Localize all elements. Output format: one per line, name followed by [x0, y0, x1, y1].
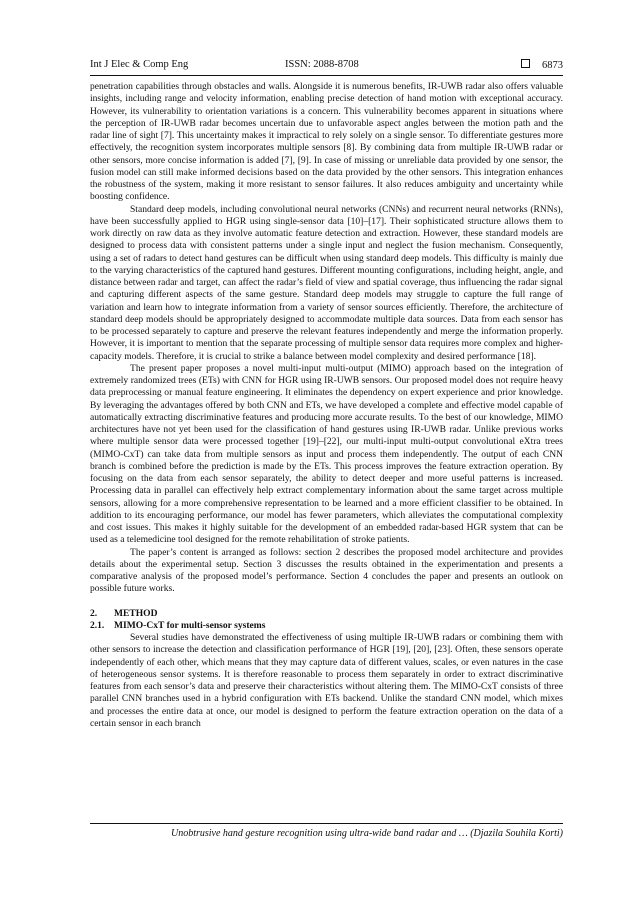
checkbox-square-icon	[521, 59, 530, 68]
paragraph-3: The present paper proposes a novel multi-input multi-output (MIMO) approach based on the integration of extremely randomized trees (ETs) with CNN for HGR using IR-UWB sensors. Our proposed model does not require heavy data preprocessing or manual feature engineering. It eliminates the dependency on expert experience and prior knowledge. By leveraging the advantages offered by both CNN and ETs, we have developed a complete and effective model capable of automatically extracting discriminative features and producing more accurate results. To the best of our knowledge, MIMO architectures have not yet been used for the classification of hand gestures using IR-UWB radar. Unlike previous works where multiple sensor data were processed together [19]–[22], our multi-input multi-output convolutional eXtra trees (MIMO-CxT) can take data from multiple sensors as input and process them independently. The output of each CNN branch is combined before the prediction is made by the ETs. This process improves the feature extraction operation. By focusing on the data from each sensor separately, the ability to detect deeper and more useful patterns is increased. Processing data in parallel can effectively help extract complementary information about the same target across multiple sensors, allowing for a more comprehensive representation to be learned and a more efficient classifier to be obtained. In addition to its encouraging performance, our model has fewer parameters, which alleviates the computational complexity and cost issues. This makes it highly suitable for the development of an embedded radar-based HGR system that can be used as a telemedicine tool designed for the remote rehabilitation of stroke patients.	[90, 362, 563, 546]
section-heading	[90, 608, 563, 620]
paragraph-2: Standard deep models, including convolutional neural networks (CNNs) and recurrent neural networks (RNNs), have been successfully applied to HGR using single-sensor data [10]–[17]. Their sophisticated structure allows them to work directly on raw data as they involve automatic feature detection and extraction. However, these standard models are designed to process data with consistent patterns under a single input and neglect the fusion mechanism. Consequently, using a set of radars to detect hand gestures can be difficult when using standard deep models. This difficulty is mainly due to the varying characteristics of the captured hand gestures. Different mounting configurations, including height, angle, and distance between radar and target, can affect the radar’s field of view and spatial coverage, thus influencing the radar signal and capturing different aspects of the same gesture. Standard deep models may struggle to capture the full range of variation and learn how to integrate information from a variety of sensor sources efficiently. Therefore, the architecture of standard deep models should be appropriately designed to accommodate multiple data sources. Data from each sensor has to be processed separately to capture and preserve the relevant features independently and merge the information properly. However, it is important to mention that the separate processing of multiple sensor data requires more complex and higher-capacity models. Therefore, it is crucial to strike a balance between model complexity and desired performance [18].	[90, 203, 563, 362]
running-footer: Unobtrusive hand gesture recognition using ultra-wide band radar and … (Djazila Souhila Korti)	[170, 828, 563, 839]
paragraph-5: Several studies have demonstrated the effectiveness of using multiple IR-UWB radars or combining them with other sensors to increase the detection and classification performance of HGR [19], [20], [23]. Often, these sensors operate independently of each other, which means that they may capture data of different values, scales, or even natures in the case of heterogeneous sensor systems. It is therefore reasonable to process them separately in order to extract discriminative features from each sensor’s data and preserve their characteristics without altering them. The MIMO-CxT consists of three parallel CNN branches used in a hybrid configuration with ETs backend. Unlike the standard CNN model, which mixes and processes the entire data at once, our model is designed to perform the feature extraction operation on the data of a certain sensor in each branch	[90, 632, 563, 729]
page-header	[90, 59, 563, 75]
article-body	[90, 81, 563, 730]
header-rule	[90, 75, 563, 76]
section-title: METHOD	[114, 607, 158, 619]
journal-name: Int J Elec & Comp Eng	[90, 59, 189, 70]
paragraph-4: The paper’s content is arranged as follows: section 2 describes the proposed model architecture and provides details about the experimental setup. Section 3 discusses the results obtained in the experimentation and presents a comparative analysis of the proposed model’s performance. Section 4 concludes the paper and presents an outlook on possible future works.	[90, 546, 563, 595]
subsection-number: 2.1.	[90, 619, 105, 631]
subsection-heading	[90, 620, 563, 632]
paragraph-1: penetration capabilities through obstacles and walls. Alongside it is numerous benefits, IR-UWB radar also offers valuable insights, including range and velocity information, enabling precise detection of hand motion with exceptional accuracy. However, its vulnerability to orientation variations is a concern. This vulnerability becomes apparent in situations where the perception of IR-UWB radar becomes uncertain due to unfavorable aspect angles between the motion path and the radar line of sight [7]. This uncertainty makes it impractical to rely solely on a single sensor. To differentiate gestures more effectively, the recognition system incorporates multiple sensors [8]. By combining data from multiple IR-UWB radar or other sensors, more concise information is added [7], [9]. In case of missing or unreliable data provided by one sensor, the fusion model can still make informed decisions based on the data provided by the other sensors. This integration enhances the robustness of the system, making it more resistant to sensor failures. It also reduces ambiguity and uncertainty while boosting confidence.	[90, 81, 563, 203]
page-number: 6873	[542, 60, 563, 71]
subsection-title: MIMO-CxT for multi-sensor systems	[114, 619, 266, 631]
issn-label: ISSN: 2088-8708	[285, 59, 359, 70]
page-number-block	[521, 59, 563, 71]
footer-rule	[90, 823, 563, 824]
section-number: 2.	[90, 607, 98, 619]
